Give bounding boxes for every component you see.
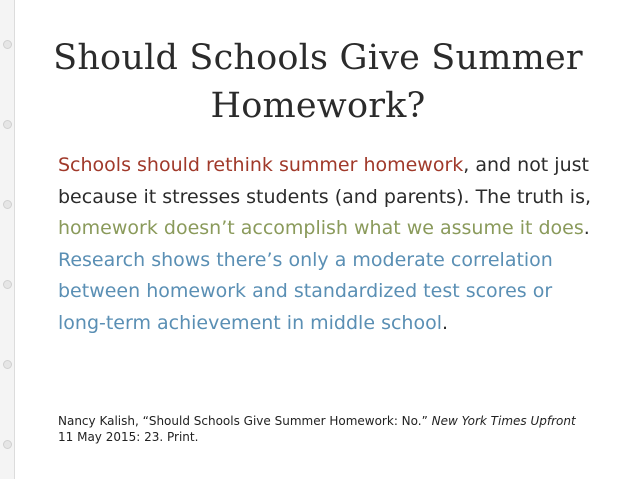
body-text-plain: , and not just because it stresses students (and parents). The truth is,	[58, 154, 592, 208]
body-text-plain: .	[441, 311, 449, 334]
binding-ring	[3, 200, 12, 209]
citation-source: New York Times Upfront	[431, 414, 576, 428]
binding-ring	[3, 360, 12, 369]
binding-ring	[3, 40, 12, 49]
notebook-binding	[0, 0, 15, 479]
body-text-plain: .	[583, 217, 590, 239]
slide-title: Should Schools Give Summer Homework?	[53, 38, 583, 126]
citation-date: 11 May 2015: 23. Print.	[58, 430, 199, 444]
binding-ring	[3, 280, 12, 289]
body-highlight-green: homework doesn’t accomplish what we assume it does	[58, 217, 584, 239]
slide-body-text	[58, 150, 603, 339]
citation	[58, 413, 618, 445]
body-highlight-red: Schools should rethink summer homework	[58, 154, 464, 176]
binding-ring	[3, 120, 12, 129]
binding-ring	[3, 440, 12, 449]
body-highlight-blue: Research shows there’s only a moderate correlation between homework and standardized test scores or long-term achievement in middle school	[58, 248, 553, 334]
citation-text: Nancy Kalish, “Should Schools Give Summer Homework: No.”	[58, 414, 432, 428]
